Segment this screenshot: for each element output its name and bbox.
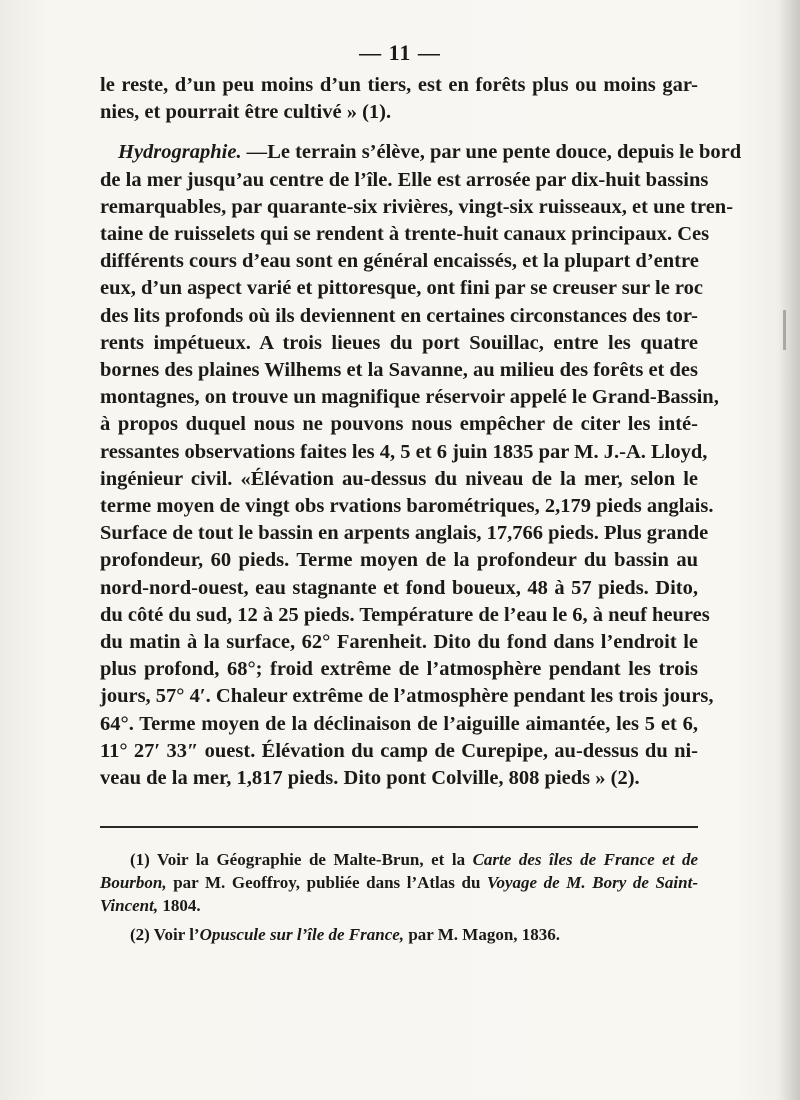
paragraph-gap [100, 126, 698, 139]
body-line: ingénieur civil. «Élévation au-dessus du niveau de la mer, selon le [100, 467, 698, 490]
body-line: bornes des plaines Wilhems et la Savanne, au milieu des forêts et des [100, 359, 698, 382]
body-line: veau de la mer, 1,817 pieds. Dito pont Colville, 808 pieds » (2). [100, 767, 640, 790]
body-line: du matin à la surface, 62° Farenheit. Dito du fond dans l’endroit le [100, 631, 698, 654]
footnote-1-line-2 [100, 871, 698, 894]
footnote-text: (2) Voir l’ [130, 925, 200, 944]
body-line-text: Le terrain s’élève, par une pente douce, depuis le bord [267, 141, 742, 164]
footnote-italic: Vincent, [100, 896, 159, 915]
footnote-2 [100, 923, 698, 946]
body-line: différents cours d’eau sont en général encaissés, et la plupart d’entre [100, 250, 699, 273]
body-line: taine de ruisselets qui se rendent à trente-huit canaux principaux. Ces [100, 223, 710, 246]
body-line: profondeur, 60 pieds. Terme moyen de la profondeur du bassin au [100, 549, 698, 572]
body-line: de la mer jusqu’au centre de l’île. Elle est arrosée par dix-huit bassins [100, 168, 709, 191]
body-line: eux, d’un aspect varié et pittoresque, ont fini par se creuser sur le roc [100, 277, 703, 300]
page-number: — 11 — [359, 40, 441, 65]
body-line: à propos duquel nous ne pouvons nous empêcher de citer les inté- [100, 413, 698, 436]
section-heading: Hydrographie. — [118, 141, 268, 164]
margin-mark [783, 310, 786, 350]
body-line: jours, 57° 4′. Chaleur extrême de l’atmosphère pendant les trois jours, [100, 685, 714, 708]
body-line: terme moyen de vingt obs rvations barométriques, 2,179 pieds anglais. [100, 495, 714, 518]
body-line: nord-nord-ouest, eau stagnante et fond boueux, 48 à 57 pieds. Dito, [100, 576, 698, 599]
body-line: plus profond, 68°; froid extrême de l’atmosphère pendant les trois [100, 658, 698, 681]
body-line: ressantes observations faites les 4, 5 et 6 juin 1835 par M. J.-A. Lloyd, [100, 440, 708, 463]
body-line: remarquables, par quarante-six rivières, vingt-six ruisseaux, et une tren- [100, 195, 734, 218]
footnote-italic: Opuscule sur l’île de France, [199, 925, 405, 944]
footnote-italic: Carte des îles de France et de [472, 850, 698, 869]
hydrography-line [100, 139, 742, 166]
body-text [100, 72, 742, 792]
body-line: rents impétueux. A trois lieues du port Souillac, entre les quatre [100, 331, 698, 354]
body-line: Surface de tout le bassin en arpents anglais, 17,766 pieds. Plus grande [100, 522, 709, 545]
body-line: 64°. Terme moyen de la déclinaison de l’aiguille aimantée, les 5 et 6, [100, 712, 698, 735]
footnote-italic: Bourbon, [100, 873, 167, 892]
footnote-text: 1804. [158, 896, 201, 915]
body-line: le reste, d’un peu moins d’un tiers, est en forêts plus ou moins gar- [100, 74, 698, 96]
footnote-1-line-3 [100, 894, 698, 917]
body-line: 11° 27′ 33″ ouest. Élévation du camp de Curepipe, au-dessus du ni- [100, 739, 698, 762]
body-line: montagnes, on trouve un magnifique réservoir appelé le Grand-Bassin, [100, 386, 719, 409]
footnote-text: (1) Voir la Géographie de Malte-Brun, et la [130, 850, 473, 869]
body-line: des lits profonds où ils deviennent en certaines circonstances des tor- [100, 304, 698, 327]
footnote-rule [100, 826, 698, 828]
footnote-text: par M. Magon, 1836. [404, 925, 561, 944]
footnote-1-line-1 [100, 848, 698, 871]
footnote-italic: Voyage de M. Bory de Saint- [487, 873, 698, 892]
body-line: nies, et pourrait être cultivé » (1). [100, 101, 392, 124]
footnote-text: par M. Geoffroy, publiée dans l’Atlas du [166, 873, 487, 892]
body-line: du côté du sud, 12 à 25 pieds. Température de l’eau le 6, à neuf heures [100, 603, 710, 626]
page-edge-shadow [778, 0, 800, 1100]
footnotes [100, 848, 698, 946]
